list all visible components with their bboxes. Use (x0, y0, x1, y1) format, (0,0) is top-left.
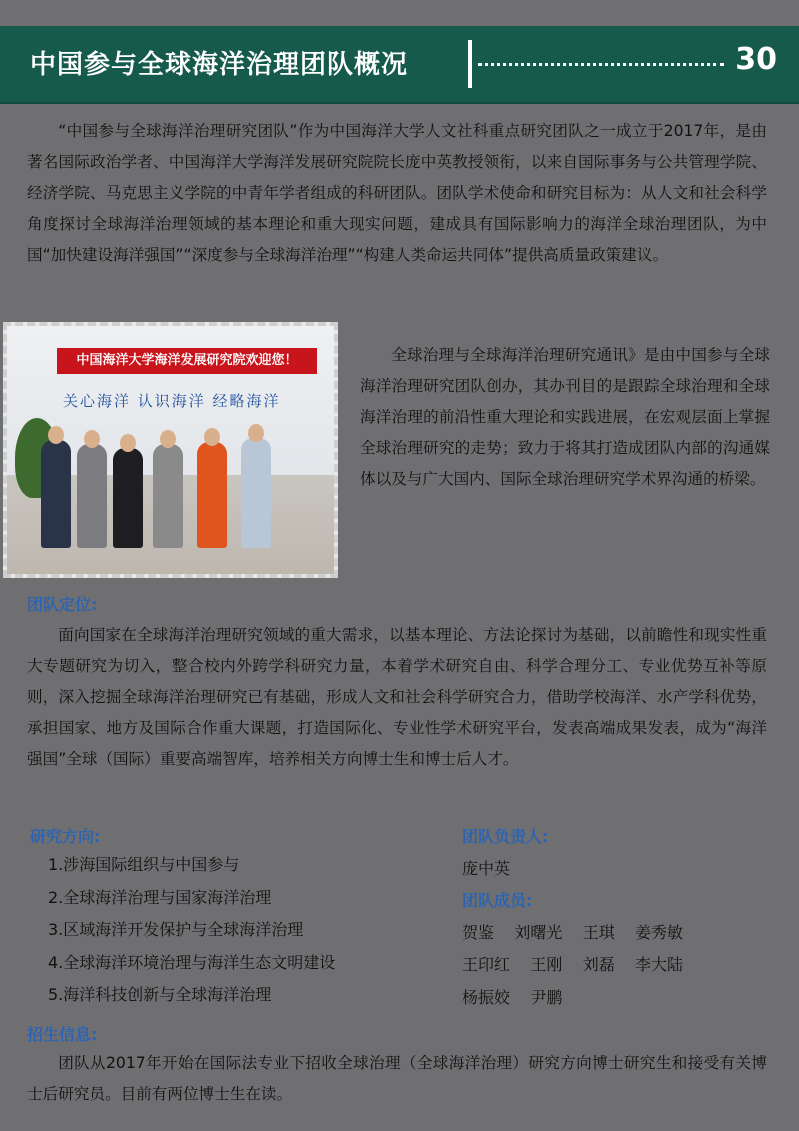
admission-paragraph: 团队从2017年开始在国际法专业下招收全球治理（全球海洋治理）研究方向博士研究生和接受有关博士后研究员。目前有两位博士生在读。 (27, 1054, 767, 1103)
person-figure (41, 440, 71, 548)
page-title: 中国参与全球海洋治理团队概况 (30, 50, 409, 80)
person-head (120, 434, 136, 452)
photo-slogan: 关心海洋 认识海洋 经略海洋 (63, 392, 281, 410)
leader-name: 庞中英 (462, 859, 511, 878)
person-head (84, 430, 100, 448)
person-figure (153, 444, 183, 548)
header-dotted-line (478, 63, 724, 66)
person-head (48, 426, 64, 444)
leader-heading: 团队负责人: (462, 827, 549, 846)
person-head (204, 428, 220, 446)
research-heading: 研究方向: (30, 827, 101, 846)
members-line: 王印红 王刚 刘磊 李大陆 (462, 955, 684, 974)
team-photo (3, 322, 338, 578)
list-item: 4.全球海洋环境治理与海洋生态文明建设 (48, 952, 336, 972)
person-figure (77, 444, 107, 548)
admission-heading: 招生信息: (27, 1025, 98, 1044)
header-divider (468, 40, 472, 88)
members-heading: 团队成员: (462, 891, 533, 910)
list-item: 2.全球海洋治理与国家海洋治理 (48, 887, 272, 907)
person-head (248, 424, 264, 442)
person-figure (197, 442, 227, 548)
intro-paragraph: “中国参与全球海洋治理研究团队”作为中国海洋大学人文社科重点研究团队之一成立于2017年，是由著名国际政治学者、中国海洋大学海洋发展研究院院长庞中英教授领衔，以来自国际事务与公共管理学院、经济学院、马克思主义学院的中青年学者组成的科研团队。团队学术使命和研究目标为：从人文和社会科学角度探讨全球海洋治理领域的基本理论和重大现实问题，建成具有国际影响力的海洋全球治理团队，为中国“加快建设海洋强国”“深度参与全球海洋治理”“构建人类命运共同体”提供高质量政策建议。 (27, 122, 767, 264)
list-item: 3.区域海洋开发保护与全球海洋治理 (48, 920, 304, 939)
person-figure (241, 438, 271, 548)
list-item: 5.海洋科技创新与全球海洋治理 (48, 985, 272, 1004)
members-line: 杨振姣 尹鹏 (462, 988, 563, 1007)
person-head (160, 430, 176, 448)
page-number: 30 (735, 42, 777, 77)
members-line: 贺鉴 刘曙光 王琪 姜秀敏 (462, 923, 684, 942)
research-list (48, 849, 335, 1012)
positioning-paragraph: 面向国家在全球海洋治理研究领域的重大需求，以基本理论、方法论探讨为基础，以前瞻性和现实性重大专题研究为切入，整合校内外跨学科研究力量，本着学术研究自由、科学合理分工、专业优势互补等原则，深入挖掘全球海洋治理研究已有基础，形成人文和社会科学研究合力，借助学校海洋、水产学科优势，承担国家、地方及国际合作重大课题，打造国际化、专业性学术研究平台，发表高端成果发表，成为“海洋强国”全球（国际）重要高端智库，培养相关方向博士生和博士后人才。 (27, 626, 767, 768)
person-figure (113, 448, 143, 548)
positioning-heading: 团队定位: (27, 595, 98, 614)
newsletter-paragraph: 全球治理与全球海洋治理研究通讯》是由中国参与全球海洋治理研究团队创办，其办刊目的是跟踪全球治理和全球海洋治理的前沿性重大理论和实践进展，在宏观层面上掌握全球治理研究的走势；致力于将其打造成团队内部的沟通媒体以及与广大国内、国际全球治理研究学术界沟通的桥梁。 (360, 346, 770, 488)
list-item: 1.涉海国际组织与中国参与 (48, 855, 240, 874)
photo-banner: 中国海洋大学海洋发展研究院欢迎您！ (57, 348, 317, 374)
